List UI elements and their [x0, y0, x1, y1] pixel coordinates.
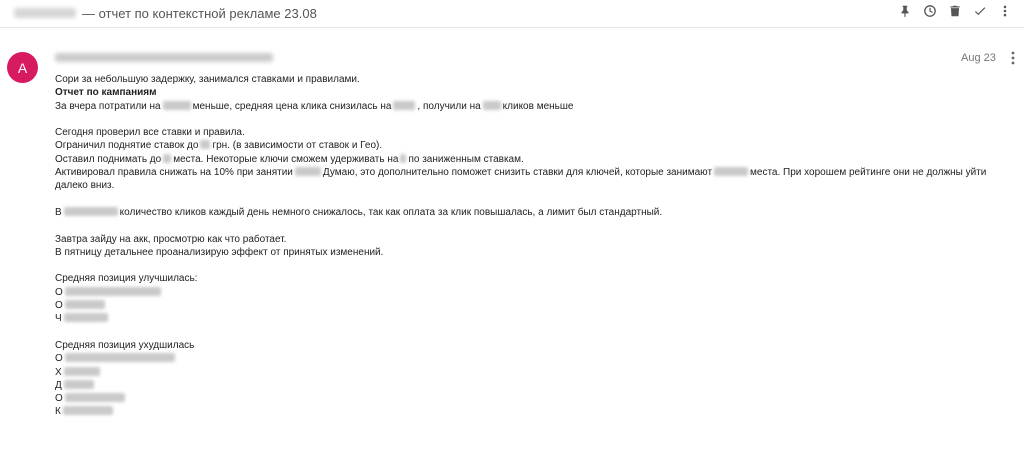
redacted-value	[163, 101, 191, 110]
redacted-value	[64, 313, 108, 322]
redacted-value	[714, 167, 748, 176]
improved-heading: Средняя позиция улучшилась:	[55, 273, 198, 285]
list-item: Ч	[55, 312, 1010, 325]
worsened-heading: Средняя позиция ухудшилась	[55, 339, 195, 351]
message-toolbar	[898, 3, 1012, 19]
list-item: Х	[55, 366, 1010, 379]
redacted-value	[400, 154, 406, 163]
check-icon[interactable]	[973, 3, 987, 19]
more-vert-icon[interactable]	[998, 3, 1012, 19]
redacted-value	[483, 101, 501, 110]
trash-icon[interactable]	[948, 3, 962, 19]
list-item: О	[55, 392, 1010, 405]
body-line: Ограничил поднятие ставок до грн. (в зависимости от ставок и Гео).	[55, 140, 383, 152]
redacted-value	[65, 353, 175, 362]
body-paragraph: Активировал правила снижать на 10% при занятии Думаю, это дополнительно поможет снизить ставки для ключей, которые занимают места. При хорошем рейтинге они не должны уйти далеко вниз.	[55, 167, 987, 192]
redacted-value	[163, 154, 171, 163]
clock-icon[interactable]	[923, 3, 937, 19]
redacted-sender	[55, 53, 273, 62]
list-item: О	[55, 286, 1010, 299]
body-line: Завтра зайду на акк, просмотрю как что работает.	[55, 233, 287, 245]
redacted-value	[65, 287, 161, 296]
message-more-icon[interactable]	[1008, 50, 1018, 66]
body-line: Сегодня проверил все ставки и правила.	[55, 127, 245, 139]
redacted-value	[65, 393, 125, 402]
redacted-value	[200, 140, 210, 149]
body-line: Сори за небольшую задержку, занимался ставками и правилами.	[55, 74, 360, 85]
subject-text: — отчет по контекстной рекламе 23.08	[82, 5, 317, 21]
redacted-value	[64, 367, 100, 376]
body-line: В пятницу детальнее проанализирую эффект от принятых изменений.	[55, 246, 384, 258]
redacted-value	[295, 167, 321, 176]
pin-icon[interactable]	[898, 3, 912, 19]
list-item: О	[55, 299, 1010, 312]
subject-line	[14, 5, 317, 21]
redacted-value	[64, 380, 94, 389]
redacted-value	[63, 406, 113, 415]
message-date: Aug 23	[961, 52, 996, 64]
body-line: В количество кликов каждый день немного снижалось, так как оплата за клик повышалась, а лимит был стандартный.	[55, 206, 663, 218]
body-line: Оставил поднимать до места. Некоторые ключи сможем удерживать на по заниженным ставкам.	[55, 153, 524, 165]
sender-name[interactable]	[55, 50, 273, 64]
message-body	[55, 73, 1010, 419]
report-heading: Отчет по кампаниям	[55, 87, 157, 99]
body-line: За вчера потратили на меньше, средняя цена клика снизилась на , получили на кликов меньше	[55, 100, 574, 112]
list-item: О	[55, 352, 1010, 365]
list-item: К	[55, 405, 1010, 418]
redacted-value	[65, 300, 105, 309]
list-item: Д	[55, 379, 1010, 392]
redacted-value	[393, 101, 415, 110]
message-header-bar	[0, 0, 1024, 28]
redacted-value	[64, 207, 118, 216]
redacted-subject-prefix	[14, 8, 76, 18]
sender-avatar[interactable]: A	[7, 52, 38, 83]
